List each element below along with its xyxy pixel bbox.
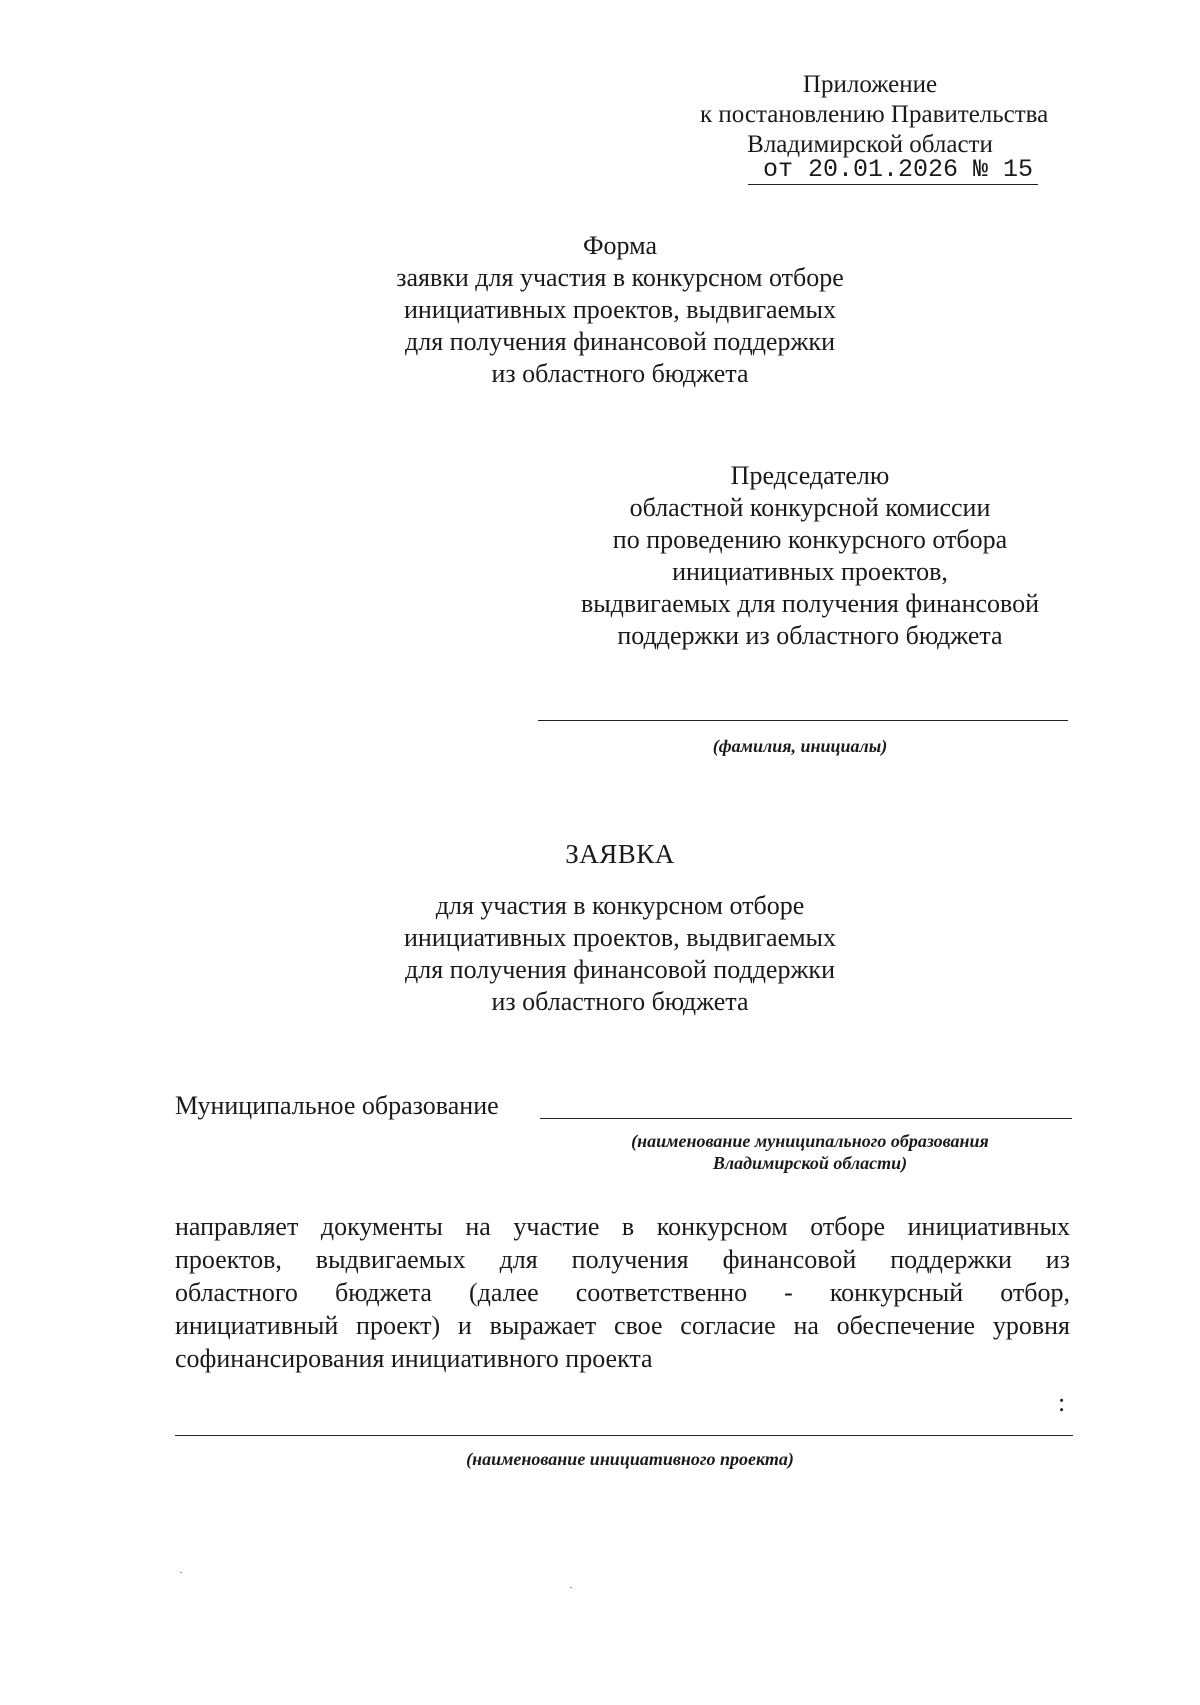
municipality-field-line — [540, 1118, 1072, 1119]
body-paragraph — [175, 1210, 1070, 1375]
project-name-field-line — [175, 1435, 1073, 1436]
application-subtitle-line: для участия в конкурсном отборе — [435, 891, 805, 920]
body-line: областного бюджета (далее соответственно - конкурсный отбор, — [175, 1278, 1070, 1307]
scan-speck — [570, 1587, 572, 1588]
decree-date-number: от 20.01.2026 № 15 — [762, 155, 1034, 184]
form-title-line: из областного бюджета — [491, 359, 749, 388]
addressee-line: Председателю — [730, 461, 890, 490]
application-subtitle-line: для получения финансовой поддержки — [405, 955, 835, 984]
form-title-line: Форма — [583, 231, 657, 260]
body-line: инициативный проект) и выражает свое согласие на обеспечение уровня — [175, 1311, 1070, 1340]
form-title-line: заявки для участия в конкурсном отборе — [396, 263, 844, 292]
municipality-label: Муниципальное образование — [175, 1091, 499, 1120]
form-title — [320, 230, 920, 390]
addressee-line: выдвигаемых для получения финансовой — [580, 589, 1040, 618]
body-line: софинансирования инициативного проекта — [175, 1344, 653, 1373]
chairman-name-field-line — [538, 720, 1068, 721]
municipality-hint-line: (наименование муниципального образования — [631, 1131, 989, 1151]
decree-underline — [748, 184, 1038, 185]
appendix-resolution: к постановлению Правительства — [700, 101, 1049, 128]
application-subtitle — [320, 890, 920, 1018]
addressee-line: инициативных проектов, — [672, 557, 948, 586]
addressee-line: областной конкурсной комиссии — [629, 493, 991, 522]
scan-speck — [180, 1572, 182, 1573]
surname-initials-hint: (фамилия, инициалы) — [712, 736, 888, 756]
addressee-block — [540, 460, 1080, 652]
application-heading: ЗАЯВКА — [565, 839, 675, 869]
appendix-block — [700, 70, 1049, 160]
addressee-line: по проведению конкурсного отбора — [612, 525, 1008, 554]
municipality-hint — [570, 1130, 1050, 1174]
form-title-line: для получения финансовой поддержки — [405, 327, 835, 356]
body-line: проектов, выдвигаемых для получения финансовой поддержки из — [175, 1245, 1070, 1274]
application-subtitle-line: инициативных проектов, выдвигаемых — [403, 923, 837, 952]
project-name-hint: (наименование инициативного проекта) — [466, 1449, 794, 1469]
appendix-title: Приложение — [802, 71, 938, 98]
form-title-line: инициативных проектов, выдвигаемых — [403, 295, 837, 324]
addressee-line: поддержки из областного бюджета — [617, 621, 1003, 650]
application-subtitle-line: из областного бюджета — [491, 987, 749, 1016]
project-colon: : — [1058, 1388, 1066, 1417]
municipality-hint-line: Владимирской области) — [712, 1153, 908, 1173]
body-line: направляет документы на участие в конкурсном отборе инициативных — [175, 1212, 1070, 1241]
appendix-region: Владимирской области — [747, 131, 993, 158]
